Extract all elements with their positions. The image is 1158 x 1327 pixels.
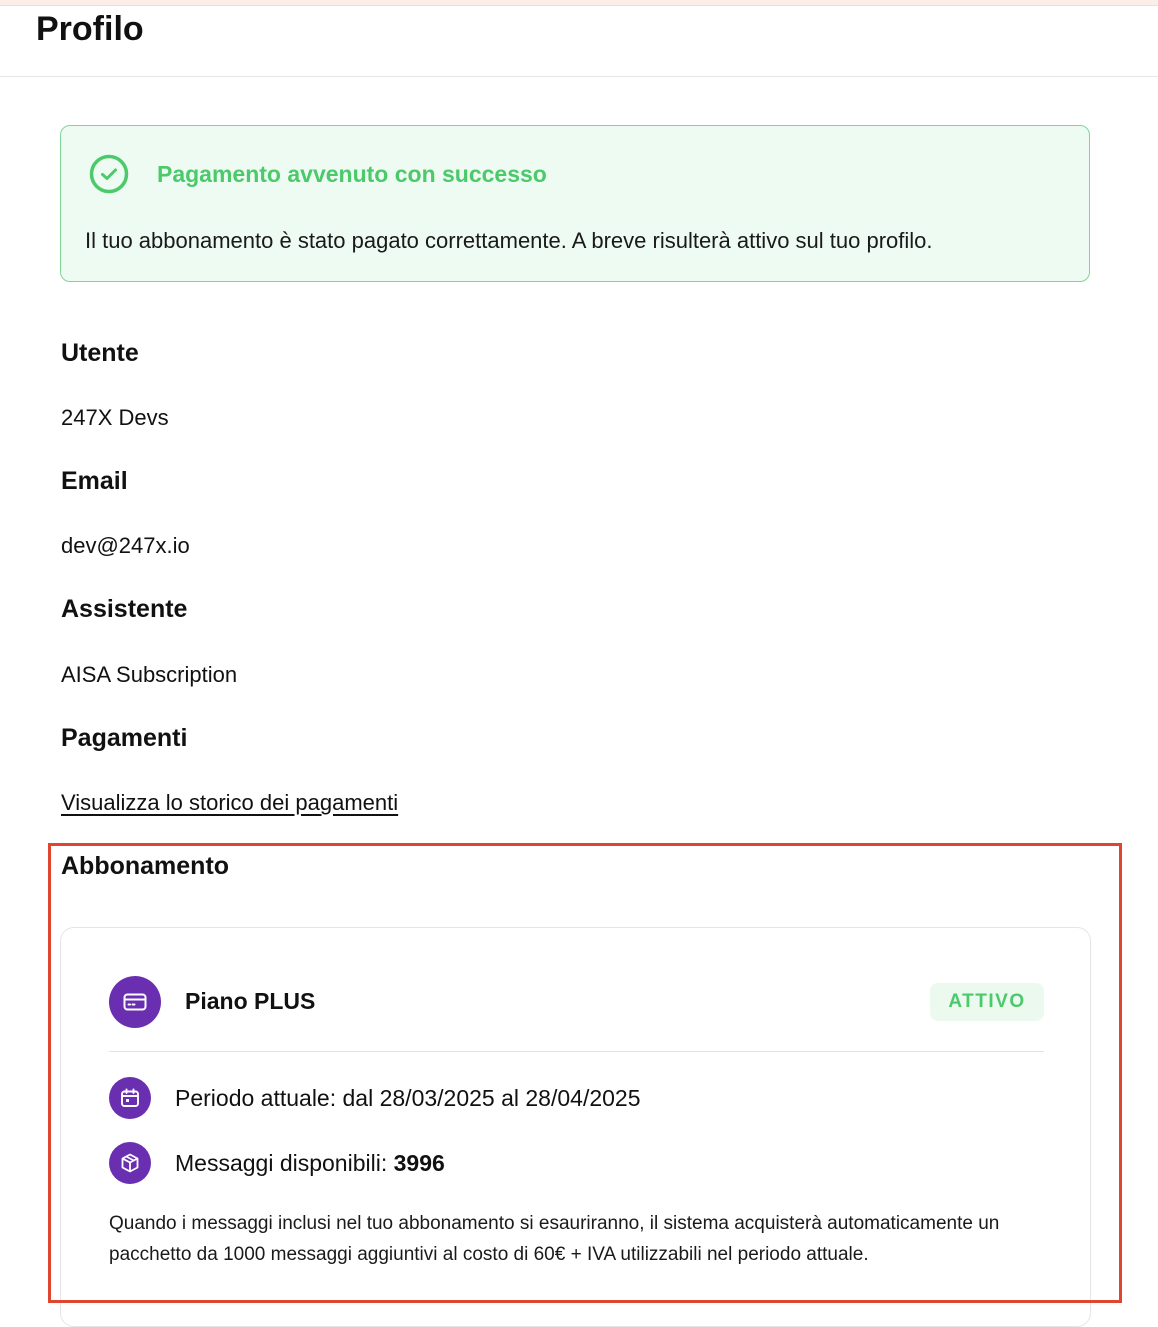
check-circle-icon xyxy=(88,153,130,195)
billing-period-value: dal 28/03/2025 al 28/04/2025 xyxy=(342,1085,641,1111)
assistant-value: AISA Subscription xyxy=(61,662,238,687)
billing-period-label: Periodo attuale: xyxy=(175,1085,343,1111)
payment-success-alert xyxy=(60,125,1090,282)
status-badge: ATTIVO xyxy=(930,983,1044,1021)
payments-link-wrapper xyxy=(61,788,398,818)
email-heading: Email xyxy=(61,467,128,495)
subscription-highlight-box xyxy=(48,843,1122,1303)
payment-history-link[interactable]: Visualizza lo storico dei pagamenti xyxy=(61,790,399,815)
user-heading: Utente xyxy=(61,339,139,367)
payments-heading: Pagamenti xyxy=(61,724,188,752)
assistant-heading: Assistente xyxy=(61,595,188,623)
user-value: 247X Devs xyxy=(61,405,169,430)
available-messages-count: 3996 xyxy=(393,1150,445,1176)
page-header xyxy=(0,6,1158,77)
auto-topup-note: Quando i messaggi inclusi nel tuo abbonamento si esauriranno, il sistema acquisterà automaticamente un pacchetto da 1000 messaggi aggiuntivi al costo di 60€ + IVA utilizzabili nel periodo attuale. xyxy=(109,1213,1000,1265)
email-value: dev@247x.io xyxy=(61,533,190,558)
subscription-heading: Abbonamento xyxy=(61,852,230,880)
available-messages-label: Messaggi disponibili: xyxy=(175,1150,394,1176)
plan-name: Piano PLUS xyxy=(185,988,316,1014)
page-title: Profilo xyxy=(36,10,144,48)
alert-message: Il tuo abbonamento è stato pagato correttamente. A breve risulterà attivo sul tuo profilo. xyxy=(85,228,933,253)
alert-title: Pagamento avvenuto con successo xyxy=(157,161,547,187)
